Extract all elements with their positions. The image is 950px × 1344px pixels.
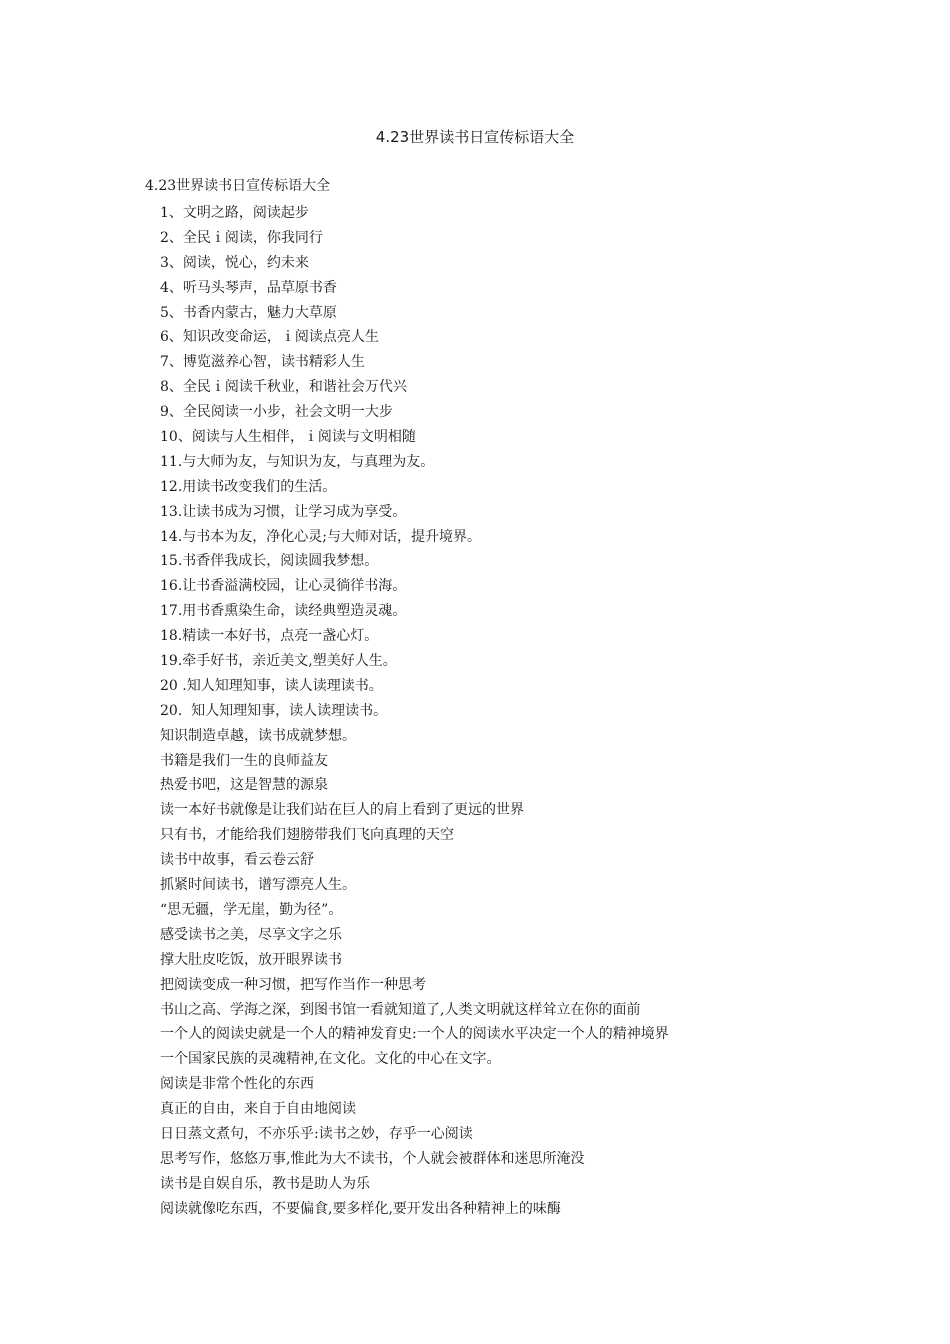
slogan-line: 7、博览滋养心智，读书精彩人生	[160, 354, 365, 371]
slogan-line: 9、全民阅读一小步，社会文明一大步	[160, 404, 393, 421]
document-title: 4.23世界读书日宣传标语大全	[375, 128, 575, 146]
slogan-line: 3、阅读，悦心，约未来	[160, 254, 309, 271]
slogan-line: 真正的自由，来自于自由地阅读	[160, 1101, 356, 1118]
slogan-line: 一个国家民族的灵魂精神,在文化。文化的中心在文字。	[160, 1051, 501, 1068]
slogan-line: 14.与书本为友，净化心灵;与大师对话，提升境界。	[160, 528, 481, 545]
slogan-line: 读书中故事，看云卷云舒	[160, 852, 314, 869]
slogan-list	[160, 201, 669, 1222]
slogan-line: 读书是自娱自乐，教书是助人为乐	[160, 1175, 370, 1192]
slogan-line: 12.用读书改变我们的生活。	[160, 478, 337, 495]
slogan-line: 4、听马头琴声，品草原书香	[160, 279, 337, 296]
slogan-line: 10、阅读与人生相伴，ｉ阅读与文明相随	[160, 429, 416, 446]
slogan-line: 知识制造卓越，读书成就梦想。	[160, 727, 356, 744]
slogan-line: 日日蒸文煮句，不亦乐乎:读书之妙，存乎一心阅读	[160, 1125, 473, 1142]
slogan-line: 一个人的阅读史就是一个人的精神发育史:一个人的阅读水平决定一个人的精神境界	[160, 1026, 669, 1043]
slogan-line: 15.书香伴我成长，阅读圆我梦想。	[160, 553, 379, 570]
slogan-line: 5、书香内蒙古，魅力大草原	[160, 304, 337, 321]
slogan-line: 1、文明之路，阅读起步	[160, 205, 309, 221]
slogan-line: 撑大肚皮吃饭，放开眼界读书	[160, 951, 342, 968]
slogan-line: 18.精读一本好书，点亮一盏心灯。	[160, 628, 379, 645]
slogan-line: 19.牵手好书，亲近美文,塑美好人生。	[160, 653, 397, 670]
slogan-line: 只有书，才能给我们翅膀带我们飞向真理的天空	[160, 827, 454, 844]
slogan-line: 阅读就像吃东西，不要偏食,要多样化,要开发出各种精神上的味酶	[160, 1200, 561, 1217]
slogan-line: “思无疆，学无崖，勤为径”。	[160, 901, 343, 918]
slogan-line: 阅读是非常个性化的东西	[160, 1076, 314, 1093]
slogan-line: 2、全民ｉ阅读，你我同行	[160, 229, 323, 246]
slogan-line: 11.与大师为友，与知识为友，与真理为友。	[160, 453, 435, 470]
slogan-line: 读一本好书就像是让我们站在巨人的肩上看到了更远的世界	[160, 802, 524, 819]
slogan-line: 20 .知人知理知事，读人读理读书。	[160, 677, 383, 694]
slogan-line: 热爱书吧，这是智慧的源泉	[160, 777, 328, 794]
slogan-line: 思考写作，悠悠万事,惟此为大不读书，个人就会被群体和迷思所淹没	[160, 1150, 585, 1167]
slogan-line: 抓紧时间读书，谱写漂亮人生。	[160, 877, 356, 894]
slogan-line: 16.让书香溢满校园，让心灵徜徉书海。	[160, 578, 407, 595]
slogan-line: 8、全民ｉ阅读千秋业，和谐社会万代兴	[160, 379, 407, 396]
slogan-line: 13.让读书成为习惯，让学习成为享受。	[160, 503, 407, 520]
section-heading: 4.23世界读书日宣传标语大全	[145, 178, 331, 194]
slogan-line: 书籍是我们一生的良师益友	[160, 752, 328, 769]
slogan-line: 感受读书之美，尽享文字之乐	[160, 926, 342, 943]
slogan-line: 17.用书香熏染生命，读经典塑造灵魂。	[160, 603, 407, 620]
slogan-line: 6、知识改变命运，ｉ阅读点亮人生	[160, 329, 379, 346]
slogan-line: 书山之高、学海之深，到图书馆一看就知道了,人类文明就这样耸立在你的面前	[160, 1001, 641, 1018]
slogan-line: 把阅读变成一种习惯，把写作当作一种思考	[160, 976, 426, 993]
slogan-line: 20. 知人知理知事，读人读理读书。	[160, 702, 388, 719]
